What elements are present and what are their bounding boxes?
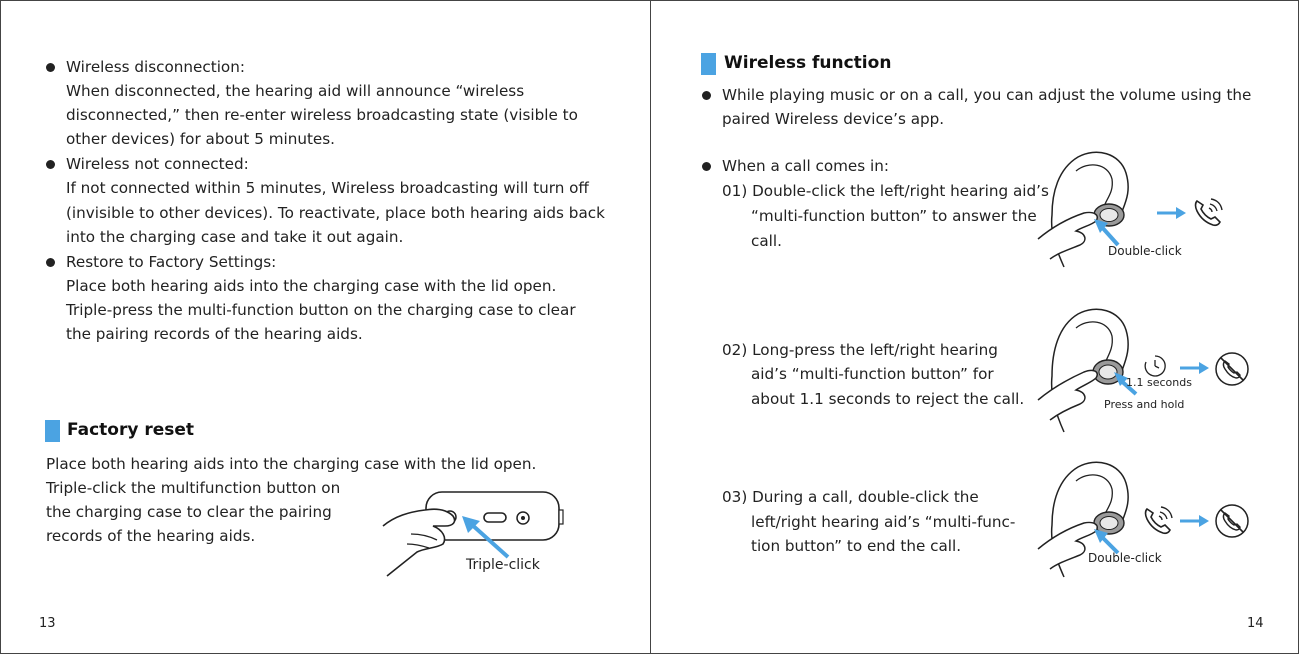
text-line: aid’s “multi-function button” for bbox=[751, 365, 994, 383]
ear-illustration-icon bbox=[1036, 306, 1156, 436]
text-line: left/right hearing aid’s “multi-func- bbox=[751, 513, 1016, 531]
text-line: other devices) for about 5 minutes. bbox=[66, 130, 335, 148]
bullet-dot bbox=[702, 162, 711, 171]
text-line: (invisible to other devices). To reactivate, place both hearing aids back bbox=[66, 204, 605, 222]
text-line: about 1.1 seconds to reject the call. bbox=[751, 390, 1025, 408]
double-click-caption: Double-click bbox=[1088, 551, 1162, 565]
arrow-right-icon bbox=[1179, 513, 1211, 529]
bullet-title-restore-factory: Restore to Factory Settings: bbox=[66, 253, 277, 271]
wireless-function-heading: Wireless function bbox=[724, 53, 892, 73]
page-number: 13 bbox=[39, 616, 56, 631]
bullet-title-call-comes-in: When a call comes in: bbox=[722, 157, 889, 175]
factory-reset-heading: Factory reset bbox=[67, 420, 195, 440]
text-line: Place both hearing aids into the charging case with the lid open. bbox=[46, 455, 537, 473]
left-page bbox=[0, 0, 651, 654]
text-line: disconnected,” then re-enter wireless broadcasting state (visible to bbox=[66, 106, 578, 124]
section-accent-bar bbox=[701, 53, 716, 75]
duration-caption: 1.1 seconds bbox=[1126, 376, 1192, 389]
text-line: the charging case to clear the pairing bbox=[46, 503, 332, 521]
text-line: Triple-click the multifunction button on bbox=[46, 479, 341, 497]
bullet-dot bbox=[702, 91, 711, 100]
page-number: 14 bbox=[1247, 616, 1264, 631]
bullet-dot bbox=[46, 160, 55, 169]
bullet-dot bbox=[46, 258, 55, 267]
text-line: Place both hearing aids into the charging case with the lid open. bbox=[66, 277, 557, 295]
text-line: When disconnected, the hearing aid will announce “wireless bbox=[66, 82, 525, 100]
double-click-caption: Double-click bbox=[1108, 244, 1182, 258]
text-line: If not connected within 5 minutes, Wireless broadcasting will turn off bbox=[66, 179, 589, 197]
text-line: tion button” to end the call. bbox=[751, 537, 962, 555]
step-03-text: 03) During a call, double-click the bbox=[722, 488, 979, 506]
bullet-title-wireless-not-connected: Wireless not connected: bbox=[66, 155, 249, 173]
arrow-right-icon bbox=[1156, 205, 1188, 221]
phone-ringing-icon bbox=[1191, 195, 1225, 229]
arrow-pointer-icon bbox=[456, 513, 516, 563]
text-line: Triple-press the multi-function button on the charging case to clear bbox=[66, 301, 576, 319]
arrow-right-icon bbox=[1179, 360, 1211, 376]
phone-declined-icon bbox=[1214, 503, 1250, 539]
bullet-title-wireless-disconnection: Wireless disconnection: bbox=[66, 58, 245, 76]
text-line: into the charging case and take it out again. bbox=[66, 228, 404, 246]
text-line: paired Wireless device’s app. bbox=[722, 110, 945, 128]
step-01-text: 01) Double-click the left/right hearing aid’s bbox=[722, 182, 1049, 200]
text-line: call. bbox=[751, 232, 782, 250]
press-and-hold-caption: Press and hold bbox=[1104, 398, 1185, 411]
section-accent-bar bbox=[45, 420, 60, 442]
bullet-dot bbox=[46, 63, 55, 72]
triple-click-caption: Triple-click bbox=[466, 557, 540, 573]
step-02-text: 02) Long-press the left/right hearing bbox=[722, 341, 998, 359]
text-line: records of the hearing aids. bbox=[46, 527, 256, 545]
right-page bbox=[650, 0, 1299, 654]
text-line: While playing music or on a call, you can adjust the volume using the bbox=[722, 86, 1252, 104]
phone-ringing-icon bbox=[1141, 503, 1175, 537]
text-line: the pairing records of the hearing aids. bbox=[66, 325, 363, 343]
text-line: “multi-function button” to answer the bbox=[751, 207, 1037, 225]
phone-declined-icon bbox=[1214, 351, 1250, 387]
